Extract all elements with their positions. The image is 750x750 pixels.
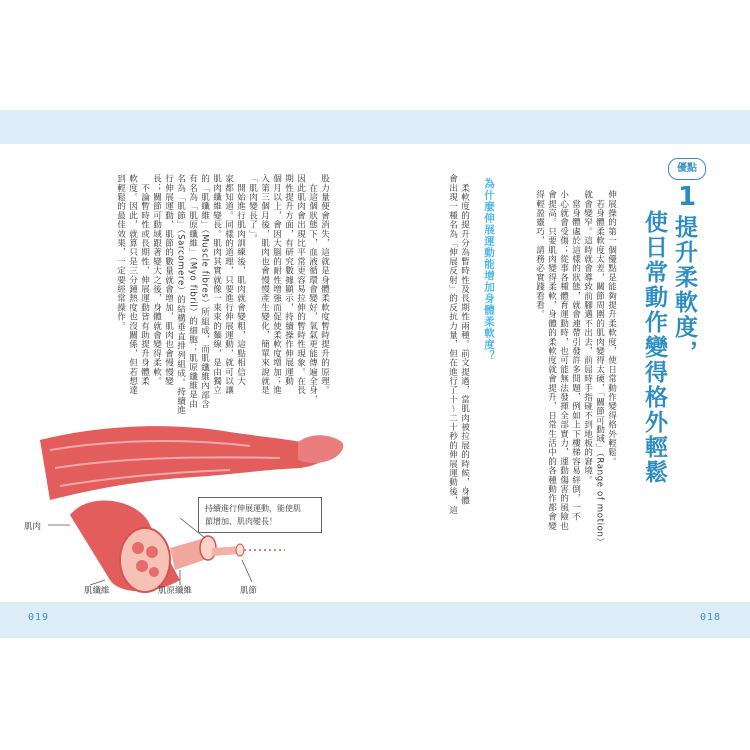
callout-line-1: 持續進行伸展運動，能使肌: [205, 504, 301, 513]
body-column: 家都知道。同樣的道理，只要進行伸展運動，就可以讓: [223, 174, 234, 395]
figure-callout: [198, 497, 322, 533]
body-column: 因此肌肉會出現比平常更容易拉伸的暫時性現象。在長: [295, 174, 306, 395]
callout-line-2: 節增加、肌肉變長！: [205, 517, 277, 526]
body-column: 不論暫時性或長期性，伸展運動皆有助提升身體柔: [139, 174, 150, 386]
body-column: 會提高。只要肌肉變得柔軟，身體的柔軟度就會提升，日常生活中的各種動作都會變: [546, 190, 557, 531]
body-column: 就會變窄。這時就會導致前腳邁不出去，前屈時手指碰不到地板的窘境。: [582, 190, 593, 485]
body-column: 小心就會受傷；從事各種體育運動時，也可能無法發揮全部實力，運動傷害的風險也: [558, 190, 569, 531]
body-column: 名為「肌節」（Sarcomere）的結構垂直排列組成。持續進: [175, 174, 186, 415]
bottom-band: [0, 602, 750, 638]
body-column: 入第三個月後，肌肉也會慢慢產生變化，簡單來說就是: [259, 174, 270, 395]
body-column: 在這個狀態下，血液循環會變好，氧氣更能傳遍全身，: [307, 174, 318, 404]
body-column: 當身體處於這樣的狀態，就會連帶引發許多問題，例如上下樓梯容易絆倒，一不: [570, 190, 581, 522]
body-column: 會出現一種名為「伸展反射」的反抗力量，但在進行了十～二十秒的伸展運動後，這: [447, 174, 458, 515]
body-column: 股力量便會消失，這就是身體柔軟度暫時提升的原理。: [319, 174, 330, 395]
advantage-badge: 優點: [668, 158, 706, 180]
label-myofibril: 肌原纖維: [158, 586, 193, 596]
body-column: 的「肌纖維」（Muscle fibres）所組成，而肌纖維內部含: [199, 174, 210, 409]
muscle-cross-section: [70, 501, 180, 592]
label-sarcomere: 肌節: [240, 586, 258, 596]
chapter-number: 1: [677, 182, 697, 212]
muscle-fiber: [170, 536, 216, 570]
label-muscle-fiber: 肌纖維: [84, 586, 110, 596]
top-band: [0, 110, 750, 144]
arm-muscle-shape: [40, 426, 330, 500]
body-column: 得輕盈靈巧，請務必實踐看看。: [534, 190, 545, 319]
page-number-left: 019: [28, 612, 50, 623]
body-column: 個月以上，會因大腦的耐性增強而促使柔軟度增加；進: [271, 174, 282, 395]
hand-shape: [298, 435, 343, 463]
body-column: 若身體柔軟度太差，關節周圍的肌肉變得太硬，「關節可動域」（Range of motion）: [594, 190, 605, 547]
section-subheading: 為什麼伸展運動能增加身體柔軟度？: [483, 178, 495, 362]
body-column: 軟度。因此，就算只是三分鐘熱度也沒關係，但若想達: [127, 174, 138, 395]
body-column: 期性提升方面，有研究數據顯示，持續操作伸展運動: [283, 174, 294, 386]
myofibril: [212, 544, 244, 556]
body-column: 行伸展運動，肌節的數量就會增加，肌肉也會慢慢變: [163, 174, 174, 386]
body-column: 柔軟度的提升分為暫時性及長期性兩種。前文提過，當肌肉被拉展的時候，身體: [459, 174, 470, 506]
body-column: 長；關節可動域跟著變大之後，身體就會變得柔軟。: [151, 174, 162, 386]
body-column: 「肌肉變長了」。: [247, 174, 258, 244]
page-number-right: 018: [700, 612, 722, 623]
body-column: 到輕鬆的最佳效果，一定要經常操作。: [115, 174, 126, 331]
body-column: 伸展操的第一個優點是能夠提升柔軟度，使日常動作變得格外輕鬆。: [606, 190, 617, 466]
label-muscle: 肌肉: [24, 522, 42, 532]
body-column: 肌肉纖維變長。肌肉其實就像一束束的麵線，是由獨立: [211, 174, 222, 395]
title-line-1: 提升柔軟度，: [671, 215, 697, 365]
body-column: 有名為「肌原纖維」（Myo fibril）的細胞；肌原纖維是由: [187, 174, 198, 409]
title-line-2: 使日常動作變得格外輕鬆: [641, 210, 667, 485]
body-column: 開始進行肌肉訓練後，肌肉就會變粗，這點相信大: [235, 174, 246, 386]
